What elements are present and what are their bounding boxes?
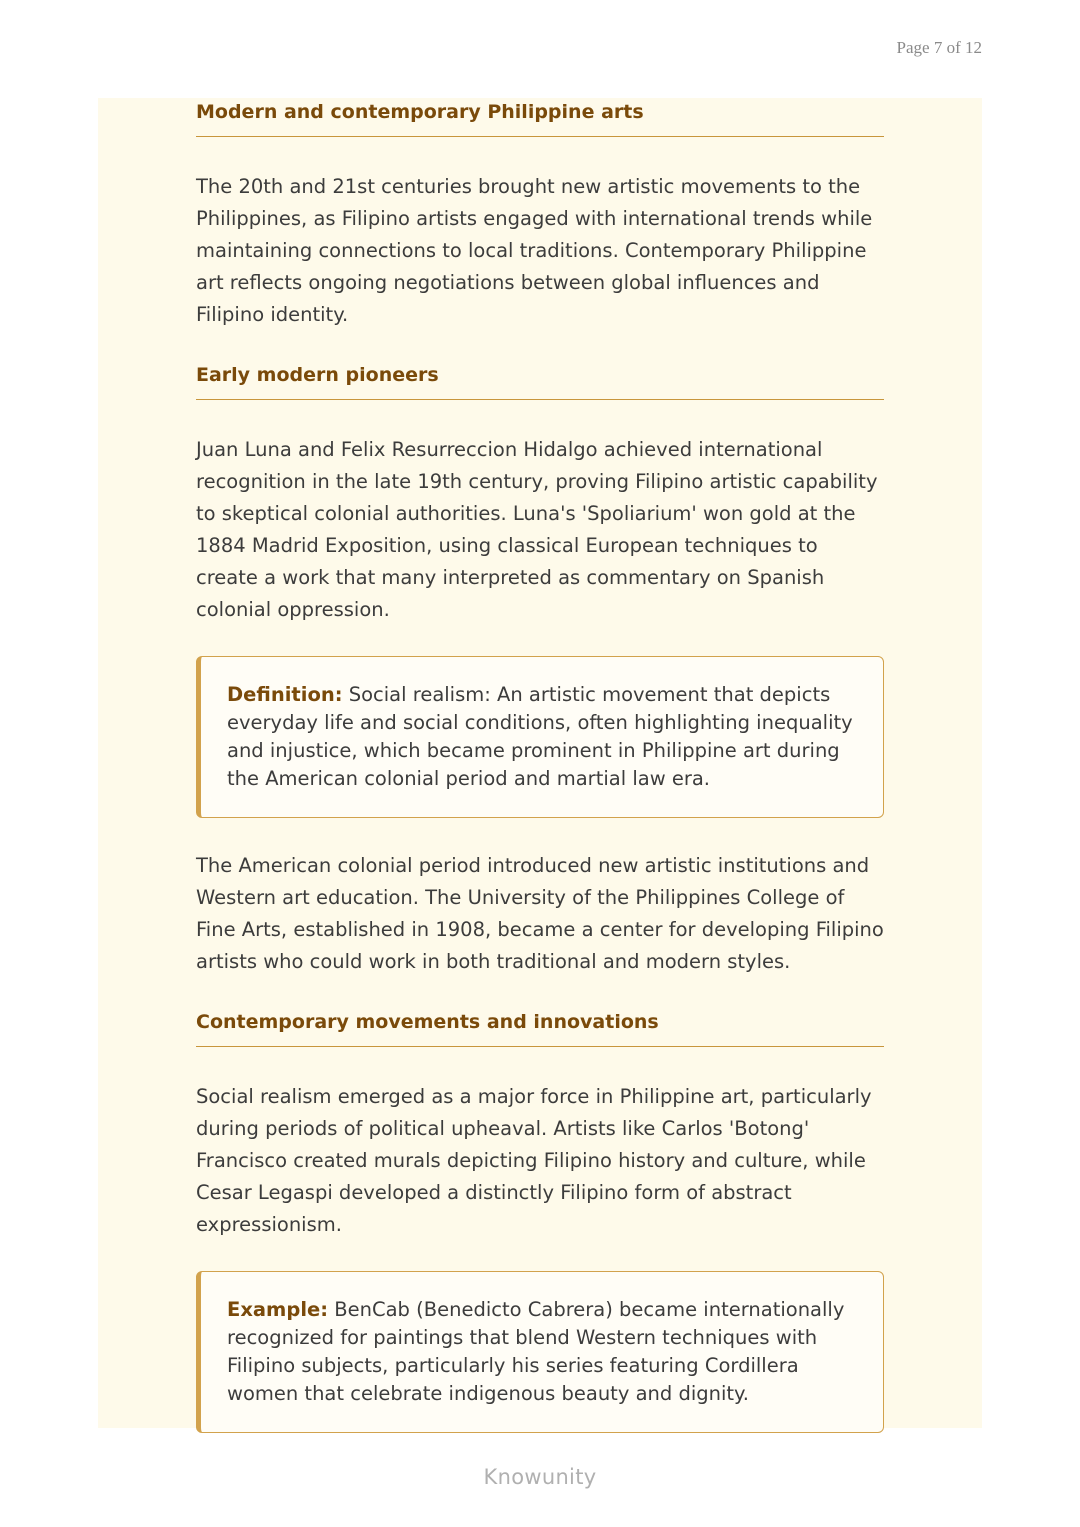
heading-early-modern: Early modern pioneers — [196, 361, 884, 400]
paragraph-social-realism: Social realism emerged as a major force in Philippine art, particularly during periods of political upheaval. Artists like Carlos 'Botong' Francisco created murals depicting Filipino history and culture, while Cesar Legaspi developed a distinctly Filipino form of abstract expressionism. — [196, 1085, 872, 1236]
heading-modern-contemporary: Modern and contemporary Philippine arts — [196, 98, 884, 137]
footer-brand-logo: Knowunity — [483, 1465, 597, 1489]
paragraph-intro: The 20th and 21st centuries brought new artistic movements to the Philippines, as Filipino artists engaged with international trends while maintaining connections to local traditions. Contemporary Philippine art reflects ongoing negotiations between global influences and Filipino identity. — [196, 175, 873, 326]
paragraph-early-modern: Juan Luna and Felix Resurreccion Hidalgo achieved international recognition in the late 19th century, proving Filipino artistic capability to skeptical colonial authorities. Luna's 'Spoliarium' won gold at the 1884 Madrid Exposition, using classical European techniques to create a work that many interpreted as commentary on Spanish colonial oppression. — [196, 438, 878, 621]
definition-body — [227, 681, 859, 793]
definition-callout — [196, 656, 884, 818]
heading-contemporary-movements: Contemporary movements and innovations — [196, 1008, 884, 1047]
page-number: Page 7 of 12 — [896, 38, 982, 57]
document-content — [196, 98, 884, 1433]
example-label: Example: — [227, 1298, 329, 1321]
example-body — [227, 1296, 859, 1408]
definition-text: Social realism: An artistic movement that depicts everyday life and social conditions, often highlighting inequality and injustice, which became prominent in Philippine art during the American colonial period and martial law era. — [227, 683, 853, 790]
example-callout — [196, 1271, 884, 1433]
definition-label: Definition: — [227, 683, 343, 706]
document-panel — [98, 98, 982, 1428]
example-text: BenCab (Benedicto Cabrera) became internationally recognized for paintings that blend Western techniques with Filipino subjects, particularly his series featuring Cordillera women that celebrate indigenous beauty and dignity. — [227, 1298, 845, 1405]
paragraph-american-period: The American colonial period introduced new artistic institutions and Western art education. The University of the Philippines College of Fine Arts, established in 1908, became a center for developing Filipino artists who could work in both traditional and modern styles. — [196, 854, 884, 973]
